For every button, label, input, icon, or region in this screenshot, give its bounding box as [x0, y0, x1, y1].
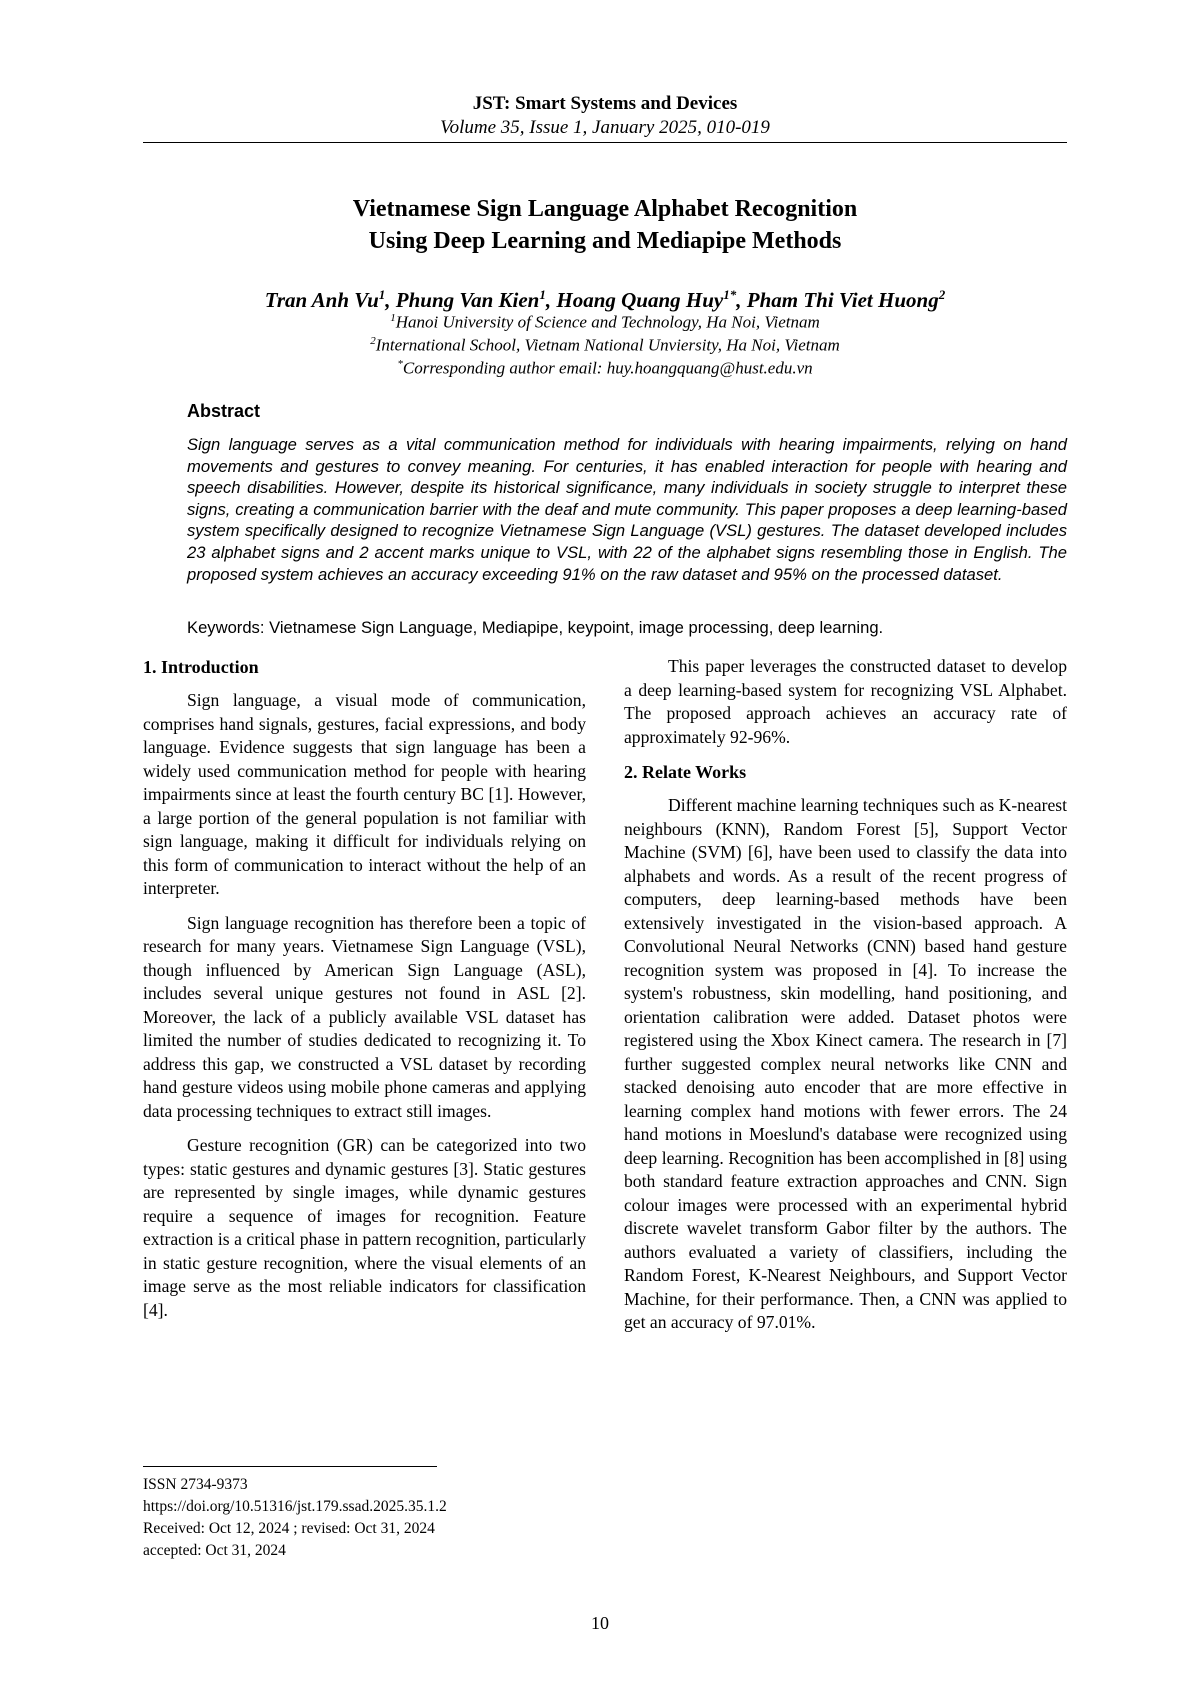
issn: ISSN 2734-9373	[143, 1476, 248, 1493]
right-column	[624, 655, 1067, 1346]
author-name: Phung Van Kien	[395, 288, 540, 312]
affiliation-mark: 2	[370, 335, 376, 347]
received-date: Received: Oct 12, 2024 ; revised: Oct 31, 2024	[143, 1520, 435, 1537]
author-name: Pham Thi Viet Huong	[746, 288, 939, 312]
doi-link[interactable]: https://doi.org/10.51316/jst.179.ssad.2025.35.1.2	[143, 1498, 447, 1515]
accepted-date: accepted: Oct 31, 2024	[143, 1542, 286, 1559]
affiliation-text: International School, Vietnam National Unviersity, Ha Noi, Vietnam	[375, 335, 840, 355]
author-affiliation-mark: 1	[539, 287, 546, 302]
affiliation-mark: 1	[390, 312, 396, 324]
paragraph: Gesture recognition (GR) can be categorized into two types: static gestures and dynamic gestures [3]. Static gestures are represented by single images, while dynamic gestures require a sequence of images for recognition. Feature extraction is a critical phase in pattern recognition, particularly in static gesture recognition, where the visual elements of an image serve as the most reliable indicators for classification [4].	[143, 1135, 586, 1320]
author-separator: ,	[545, 288, 557, 312]
paragraph: Different machine learning techniques such as K-nearest neighbours (KNN), Random Forest [5], Support Vector Machine (SVM) [6], have been used to classify the data into alphabets and words. As a result of the recent progress of computers, deep learning-based methods have been extensively investigated in the vision-based approach. A Convolutional Neural Networks (CNN) based hand gesture recognition system was proposed in [4]. To increase the system's robustness, skin modelling, hand positioning, and orientation calibration were added. Dataset photos were registered using the Xbox Kinect camera. The research in [7] further suggested complex neural networks like CNN and stacked denoising auto encoder that are more effective in learning complex hand motions with fewer errors. The 24 hand motions in Moeslund's database were recognized using deep learning. Recognition has been accomplished in [8] using both standard feature extraction approaches and CNN. Sign colour images were processed with an experimental hybrid discrete wavelet transform Gabor filter by the authors. The authors evaluated a variety of classifiers, including the Random Forest, K-Nearest Neighbours, and Support Vector Machine, for their performance. Then, a CNN was applied to get an accuracy of 97.01%.	[624, 795, 1067, 1332]
author-separator: ,	[736, 288, 747, 312]
journal-volume: Volume 35, Issue 1, January 2025, 010-019	[440, 117, 770, 138]
title-line-2: Using Deep Learning and Mediapipe Methods	[368, 228, 842, 254]
author-separator: ,	[385, 288, 396, 312]
section-heading-introduction: 1. Introduction	[143, 657, 259, 677]
footnote-divider	[143, 1466, 437, 1467]
affiliation-text: Corresponding author email: huy.hoangquang@hust.edu.vn	[402, 358, 813, 378]
page-number: 10	[591, 1613, 609, 1633]
paragraph: Sign language recognition has therefore been a topic of research for many years. Vietnamese Sign Language (VSL), though influenced by American Sign Language (ASL), includes several unique gestures not found in ASL [2]. Moreover, the lack of a publicly available VSL dataset has limited the number of studies dedicated to recognizing it. To address this gap, we constructed a VSL dataset by recording hand gesture videos using mobile phone cameras and applying data processing techniques to extract still images.	[143, 912, 586, 1121]
section-heading-related-works: 2. Relate Works	[624, 762, 747, 782]
keywords: Keywords: Vietnamese Sign Language, Mediapipe, keypoint, image processing, deep learning.	[187, 618, 884, 637]
paper-title	[143, 193, 1067, 257]
paragraph: Sign language, a visual mode of communication, comprises hand signals, gestures, facial expressions, and body language. Evidence suggests that sign language has been a widely used communication method for people with hearing impairments since at least the fourth century BC [1]. However, a large portion of the general population is not familiar with sign language, making it difficult for individuals relying on this form of communication to interact without the help of an interpreter.	[143, 690, 586, 898]
abstract-heading: Abstract	[187, 401, 261, 421]
title-line-1: Vietnamese Sign Language Alphabet Recognition	[352, 196, 858, 222]
left-column	[143, 655, 586, 1333]
footnotes	[143, 1474, 663, 1562]
affiliation-mark: *	[397, 358, 403, 370]
abstract-text: Sign language serves as a vital communication method for individuals with hearing impairments, relying on hand movements and gestures to convey meaning. For centuries, it has enabled interaction for people with hearing and speech disabilities. However, despite its historical significance, many individuals in society struggle to interpret these signs, creating a communication barrier with the deaf and mute community. This paper proposes a deep learning-based system specifically designed to recognize Vietnamese Sign Language (VSL) gestures. The dataset developed includes 23 alphabet signs and 2 accent marks unique to VSL, with 22 of the alphabet signs resembling those in English. The proposed system achieves an accuracy exceeding 91% on the raw dataset and 95% on the processed dataset.	[187, 435, 1067, 584]
journal-name: JST: Smart Systems and Devices	[472, 93, 738, 114]
paragraph: This paper leverages the constructed dataset to develop a deep learning-based system for recognizing VSL Alphabet. The proposed approach achieves an accuracy rate of approximately 92-96%.	[624, 656, 1067, 747]
author-affiliation-mark: 1	[378, 287, 386, 302]
author-name: Hoang Quang Huy	[556, 288, 724, 312]
header-divider	[143, 142, 1067, 143]
author-name: Tran Anh Vu	[264, 288, 379, 312]
author-affiliation-mark: 1*	[723, 287, 737, 302]
corresponding-author	[143, 353, 1067, 380]
affiliation-text: Hanoi University of Science and Technology, Ha Noi, Vietnam	[395, 312, 820, 332]
author-affiliation-mark: 2	[938, 287, 946, 302]
journal-header	[143, 92, 1067, 140]
